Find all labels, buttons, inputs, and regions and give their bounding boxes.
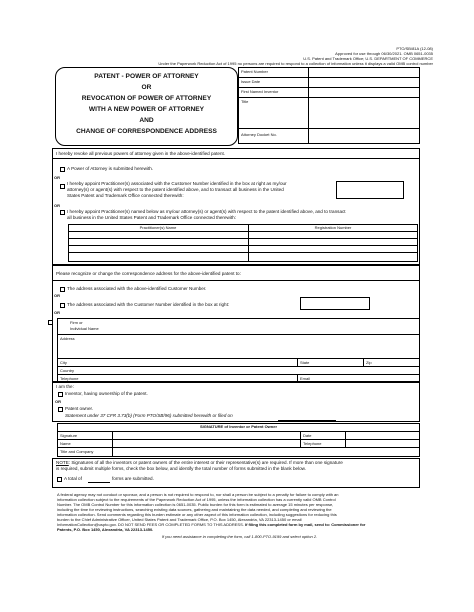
opt-appoint-customer-line: States Patent and Trademark Office connected therewith: (67, 193, 184, 198)
opt-appoint-customer-line: I hereby appoint Practitioner(s) associated with the Customer Number identified in the box at right as my/our (67, 181, 287, 186)
address-label: Address (60, 336, 75, 341)
city-input[interactable] (80, 359, 296, 366)
opt-appoint-customer-line: attorney(s) or agent(s) with respect to the patent identified above, and to transact all business in the United (67, 187, 284, 192)
city-label: City (60, 360, 67, 365)
burden-line: information collection subject to the requirements of the Paperwork Reduction Act of 1995, unless the information collection has a currently valid OMB Control (57, 497, 336, 502)
firm-name-input[interactable] (110, 319, 419, 334)
appoint-customer-number-checkbox[interactable] (60, 184, 65, 189)
or-label: OR (54, 310, 60, 315)
form-title-or: OR (141, 84, 152, 91)
burden-line: information collection. Send comments regarding this burden estimate or any other aspect of this information collection, including suggestions for reducing this (57, 512, 337, 517)
inventor-checkbox[interactable] (58, 392, 63, 397)
registration-number-header: Registration Number (314, 225, 352, 230)
patent-number-label: Patent Number (241, 69, 268, 74)
address-other-customer-checkbox[interactable] (60, 303, 65, 308)
assistance-footer: If you need assistance in completing the form, call 1-800-PTO-9199 and select option 2. (161, 534, 318, 539)
signature-date-label: Date (303, 433, 312, 438)
attorney-docket-label: Attorney Docket No. (241, 132, 277, 137)
or-label: OR (54, 293, 60, 298)
form-number: PTO/SB/81A (12-08) (396, 46, 433, 51)
revoke-statement: I hereby revoke all previous powers of attorney given in the above-identified patent. (56, 151, 226, 156)
agency-name: U.S. Patent and Trademark Office; U.S. DEPARTMENT OF COMMERCE (303, 56, 433, 61)
burden-mail-address: Patents, P.O. Box 1450, Alexandria, VA 22313-1450. (57, 527, 154, 532)
title-input[interactable] (309, 98, 419, 128)
address-input[interactable] (58, 342, 419, 358)
email-input[interactable] (320, 375, 419, 382)
signer-name-input[interactable] (113, 440, 299, 447)
zip-label: Zip (366, 360, 372, 365)
practitioner-name-cells[interactable] (69, 232, 247, 261)
or-label: OR (54, 175, 60, 180)
state-input[interactable] (320, 359, 362, 366)
filed-on-date-line[interactable] (278, 420, 336, 421)
statement-373b: Statement under 37 CFR 3.73(b) (Form PTO/SB/96) submitted herewith or filed on (65, 413, 233, 418)
state-label: State (300, 360, 310, 365)
total-forms-input[interactable] (88, 482, 110, 483)
appoint-named-practitioners-checkbox[interactable] (60, 210, 65, 215)
or-label: OR (54, 203, 60, 208)
signature-heading: SIGNATURE of Inventor or Patent Owner (199, 424, 278, 429)
address-customer-number-checkbox[interactable] (60, 287, 65, 292)
firm-label: Individual Name (70, 326, 99, 331)
form-title-line: PATENT - POWER OF ATTORNEY (94, 73, 199, 80)
total-forms-suffix: forms are submitted. (112, 476, 154, 481)
burden-mail-instruction: If filing this completed form by mail, send to: Commissioner for (243, 522, 366, 527)
burden-line: including the time for reviewing instructions, searching existing data sources, gathering and maintaining the data needed, and completing and reviewing the (57, 507, 332, 512)
correspondence-customer-number-input[interactable] (300, 297, 370, 310)
or-label: OR (55, 399, 61, 404)
email-label: Email (300, 376, 311, 381)
customer-number-input[interactable] (336, 181, 404, 199)
title-label: Title (241, 99, 249, 104)
signature-name-label: Name (60, 441, 71, 446)
signature-telephone-label: Telephone (303, 441, 322, 446)
omb-approval: Approved for use through 06/30/2021. OMB 0651-0035 (335, 51, 433, 56)
title-company-label: Title and Company (60, 449, 94, 454)
signature-label: Signature (60, 433, 78, 438)
signer-telephone-input[interactable] (346, 440, 419, 447)
burden-line: burden to the Chief Administrative Officer, United States Patent and Trademark Office, P.O. Box 1450, Alexandria, VA 22313-1450 or email (57, 517, 302, 522)
first-named-inventor-input[interactable] (309, 88, 419, 97)
inventor-option: Inventor, having ownership of the patent. (65, 391, 148, 396)
note-text-1: : Signatures of all the inventors or patent owners of the entire interest or their representative(s) are required. If more than one signature (68, 460, 343, 465)
practitioner-name-header: Practitioner(s) Name (139, 225, 177, 230)
form-title-box (55, 67, 238, 146)
opt-appoint-named-line: all business in the United States Patent and Trademark Office connected therewith: (67, 215, 236, 220)
patent-owner-checkbox[interactable] (58, 407, 63, 412)
first-named-inventor-label: First Named Inventor (241, 89, 279, 94)
paperwork-notice: Under the Paperwork Reduction Act of 1995 no persons are required to respond to a collection of information unless it displays a valid OMB control number (158, 61, 433, 66)
burden-line: Number. The OMB Control Number for this information collection is 0651-0035. Public burden for this form is estimated to average 15 minutes per response, (57, 502, 334, 507)
form-title-line: CHANGE OF CORRESPONDENCE ADDRESS (76, 128, 217, 135)
form-title-line: REVOCATION OF POWER OF ATTORNEY (81, 95, 212, 102)
title-company-input[interactable] (113, 448, 419, 456)
i-am-label: I am the: (56, 384, 74, 389)
telephone-label: Telephone (60, 376, 79, 381)
signature-input[interactable] (113, 432, 299, 439)
power-of-attorney-checkbox[interactable] (60, 167, 65, 172)
opt-submitted-herewith: A Power of Attorney is submitted herewith. (67, 166, 154, 171)
issue-date-input[interactable] (309, 78, 419, 87)
burden-email-line: InformationCollection@uspto.gov. DO NOT SEND FEES OR COMPLETED FORMS TO THIS ADDRESS. (57, 522, 244, 527)
zip-input[interactable] (380, 359, 419, 366)
correspondence-statement: Please recognize or change the correspondence address for the above-identified patent to: (56, 271, 241, 276)
attorney-docket-input[interactable] (309, 129, 419, 144)
registration-number-cells[interactable] (249, 232, 417, 261)
patent-number-input[interactable] (309, 68, 419, 77)
firm-address-checkbox[interactable] (48, 320, 53, 325)
signature-date-input[interactable] (346, 432, 419, 439)
opt-address-other-customer: The address associated with the Customer Number identified in the box at right: (67, 302, 230, 307)
country-input[interactable] (90, 367, 419, 374)
issue-date-label: Issue Date (241, 79, 261, 84)
telephone-input[interactable] (95, 375, 296, 382)
form-title-line: WITH A NEW POWER OF ATTORNEY (88, 106, 205, 113)
country-label: Country (60, 368, 75, 373)
opt-address-above-customer: The address associated with the above-identified Customer Number. (67, 286, 207, 291)
multiple-forms-checkbox[interactable] (57, 477, 62, 482)
note-text-2: is required, submit multiple forms, check the box below, and identify the total number of forms submitted in the blank below. (56, 466, 306, 471)
note-label: NOTE (56, 460, 69, 465)
opt-appoint-named-line: I hereby appoint Practitioner(s) named below as my/our attorney(s) or agent(s) with respect to the patent identified above, and to transact (67, 209, 346, 214)
total-forms-prefix: A total of (64, 476, 82, 481)
firm-label: Firm or (70, 320, 83, 325)
form-title-and: AND (139, 117, 154, 124)
burden-line: A federal agency may not conduct or sponsor, and a person is not required to respond to, nor shall a person be subject to a penalty for failure to comply with an (57, 492, 339, 497)
patent-owner-option: Patent owner. (65, 406, 94, 411)
